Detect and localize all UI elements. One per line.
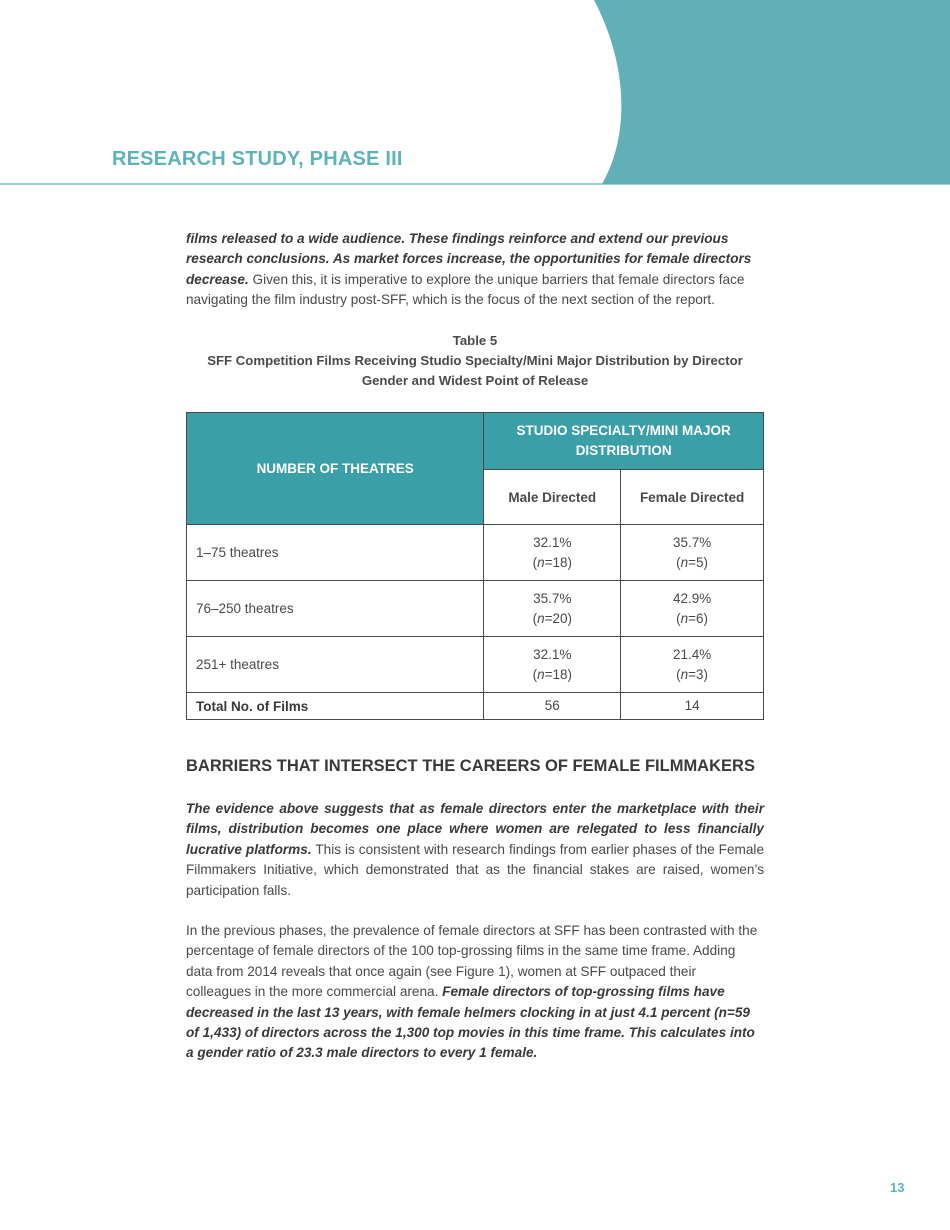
male-value: 32.1% (n=18) (484, 637, 621, 693)
section-para1-text: This is consistent with research findings from earlier phases of the Female Filmmakers Initiative, which demonstrated that as the financial stakes are raised, women’s participation falls. (186, 841, 764, 898)
col-header-male: Male Directed (484, 470, 621, 525)
distribution-table (186, 412, 764, 720)
col-header-female: Female Directed (621, 470, 764, 525)
section-para2-emphasis: Female directors of top-grossing films have decreased in the last 13 years, with female helmers clocking in at just 4.1 percent (n=59 of 1,433) of directors across the 1,300 top movies in this time frame. This calculates into a gender ratio of 23.3 male directors to every 1 female. (186, 984, 755, 1061)
table-row (187, 637, 764, 693)
female-value: 35.7% (n=5) (621, 525, 764, 581)
section-paragraph-1 (186, 799, 764, 901)
intro-paragraph (186, 229, 764, 311)
table-total-row (187, 693, 764, 720)
intro-text: Given this, it is imperative to explore the unique barriers that female directors face navigating the film industry post-SFF, which is the focus of the next section of the report. (186, 271, 745, 308)
header-teal-shape (594, 0, 950, 184)
male-value: 32.1% (n=18) (484, 525, 621, 581)
col-header-theatres: NUMBER OF THEATRES (187, 413, 484, 525)
total-male: 56 (484, 693, 621, 720)
section-para1-emphasis: The evidence above suggests that as female directors enter the marketplace with their films, distribution becomes one place where women are relegated to less financially lucrative platforms. (186, 801, 764, 857)
total-female: 14 (621, 693, 764, 720)
table-title-line1: SFF Competition Films Receiving Studio Specialty/Mini Major Distribution by Director (207, 353, 743, 368)
section-heading: BARRIERS THAT INTERSECT THE CAREERS OF FEMALE FILMMAKERS (186, 757, 755, 775)
col-header-distribution: STUDIO SPECIALTY/MINI MAJOR DISTRIBUTION (484, 413, 764, 470)
total-label: Total No. of Films (187, 693, 484, 720)
table-title-line2: Gender and Widest Point of Release (361, 373, 589, 388)
female-value: 42.9% (n=6) (621, 581, 764, 637)
intro-emphasis: films released to a wide audience. These findings reinforce and extend our previous research conclusions. As market forces increase, the opportunities for female directors decrease. (186, 231, 752, 287)
table-row (187, 581, 764, 637)
intro-paragraph-block (186, 229, 764, 311)
table-number: Table 5 (452, 333, 498, 348)
row-label: 251+ theatres (187, 637, 484, 693)
section-para2-text: In the previous phases, the prevalence of female directors at SFF has been contrasted with the percentage of female directors of the 100 top-grossing films in the same time frame. Adding data from 2014 reveals that once again (see Figure 1), women at SFF outpaced their colleagues in the more commercial arena. (186, 923, 758, 1000)
male-value: 35.7% (n=20) (484, 581, 621, 637)
table-row (187, 525, 764, 581)
row-label: 1–75 theatres (187, 525, 484, 581)
page-section-title: RESEARCH STUDY, PHASE III (112, 148, 403, 170)
row-label: 76–250 theatres (187, 581, 484, 637)
section-paragraph-2 (186, 921, 764, 1064)
page-number: 13 (890, 1180, 905, 1195)
female-value: 21.4% (n=3) (621, 637, 764, 693)
table-caption (186, 331, 764, 391)
